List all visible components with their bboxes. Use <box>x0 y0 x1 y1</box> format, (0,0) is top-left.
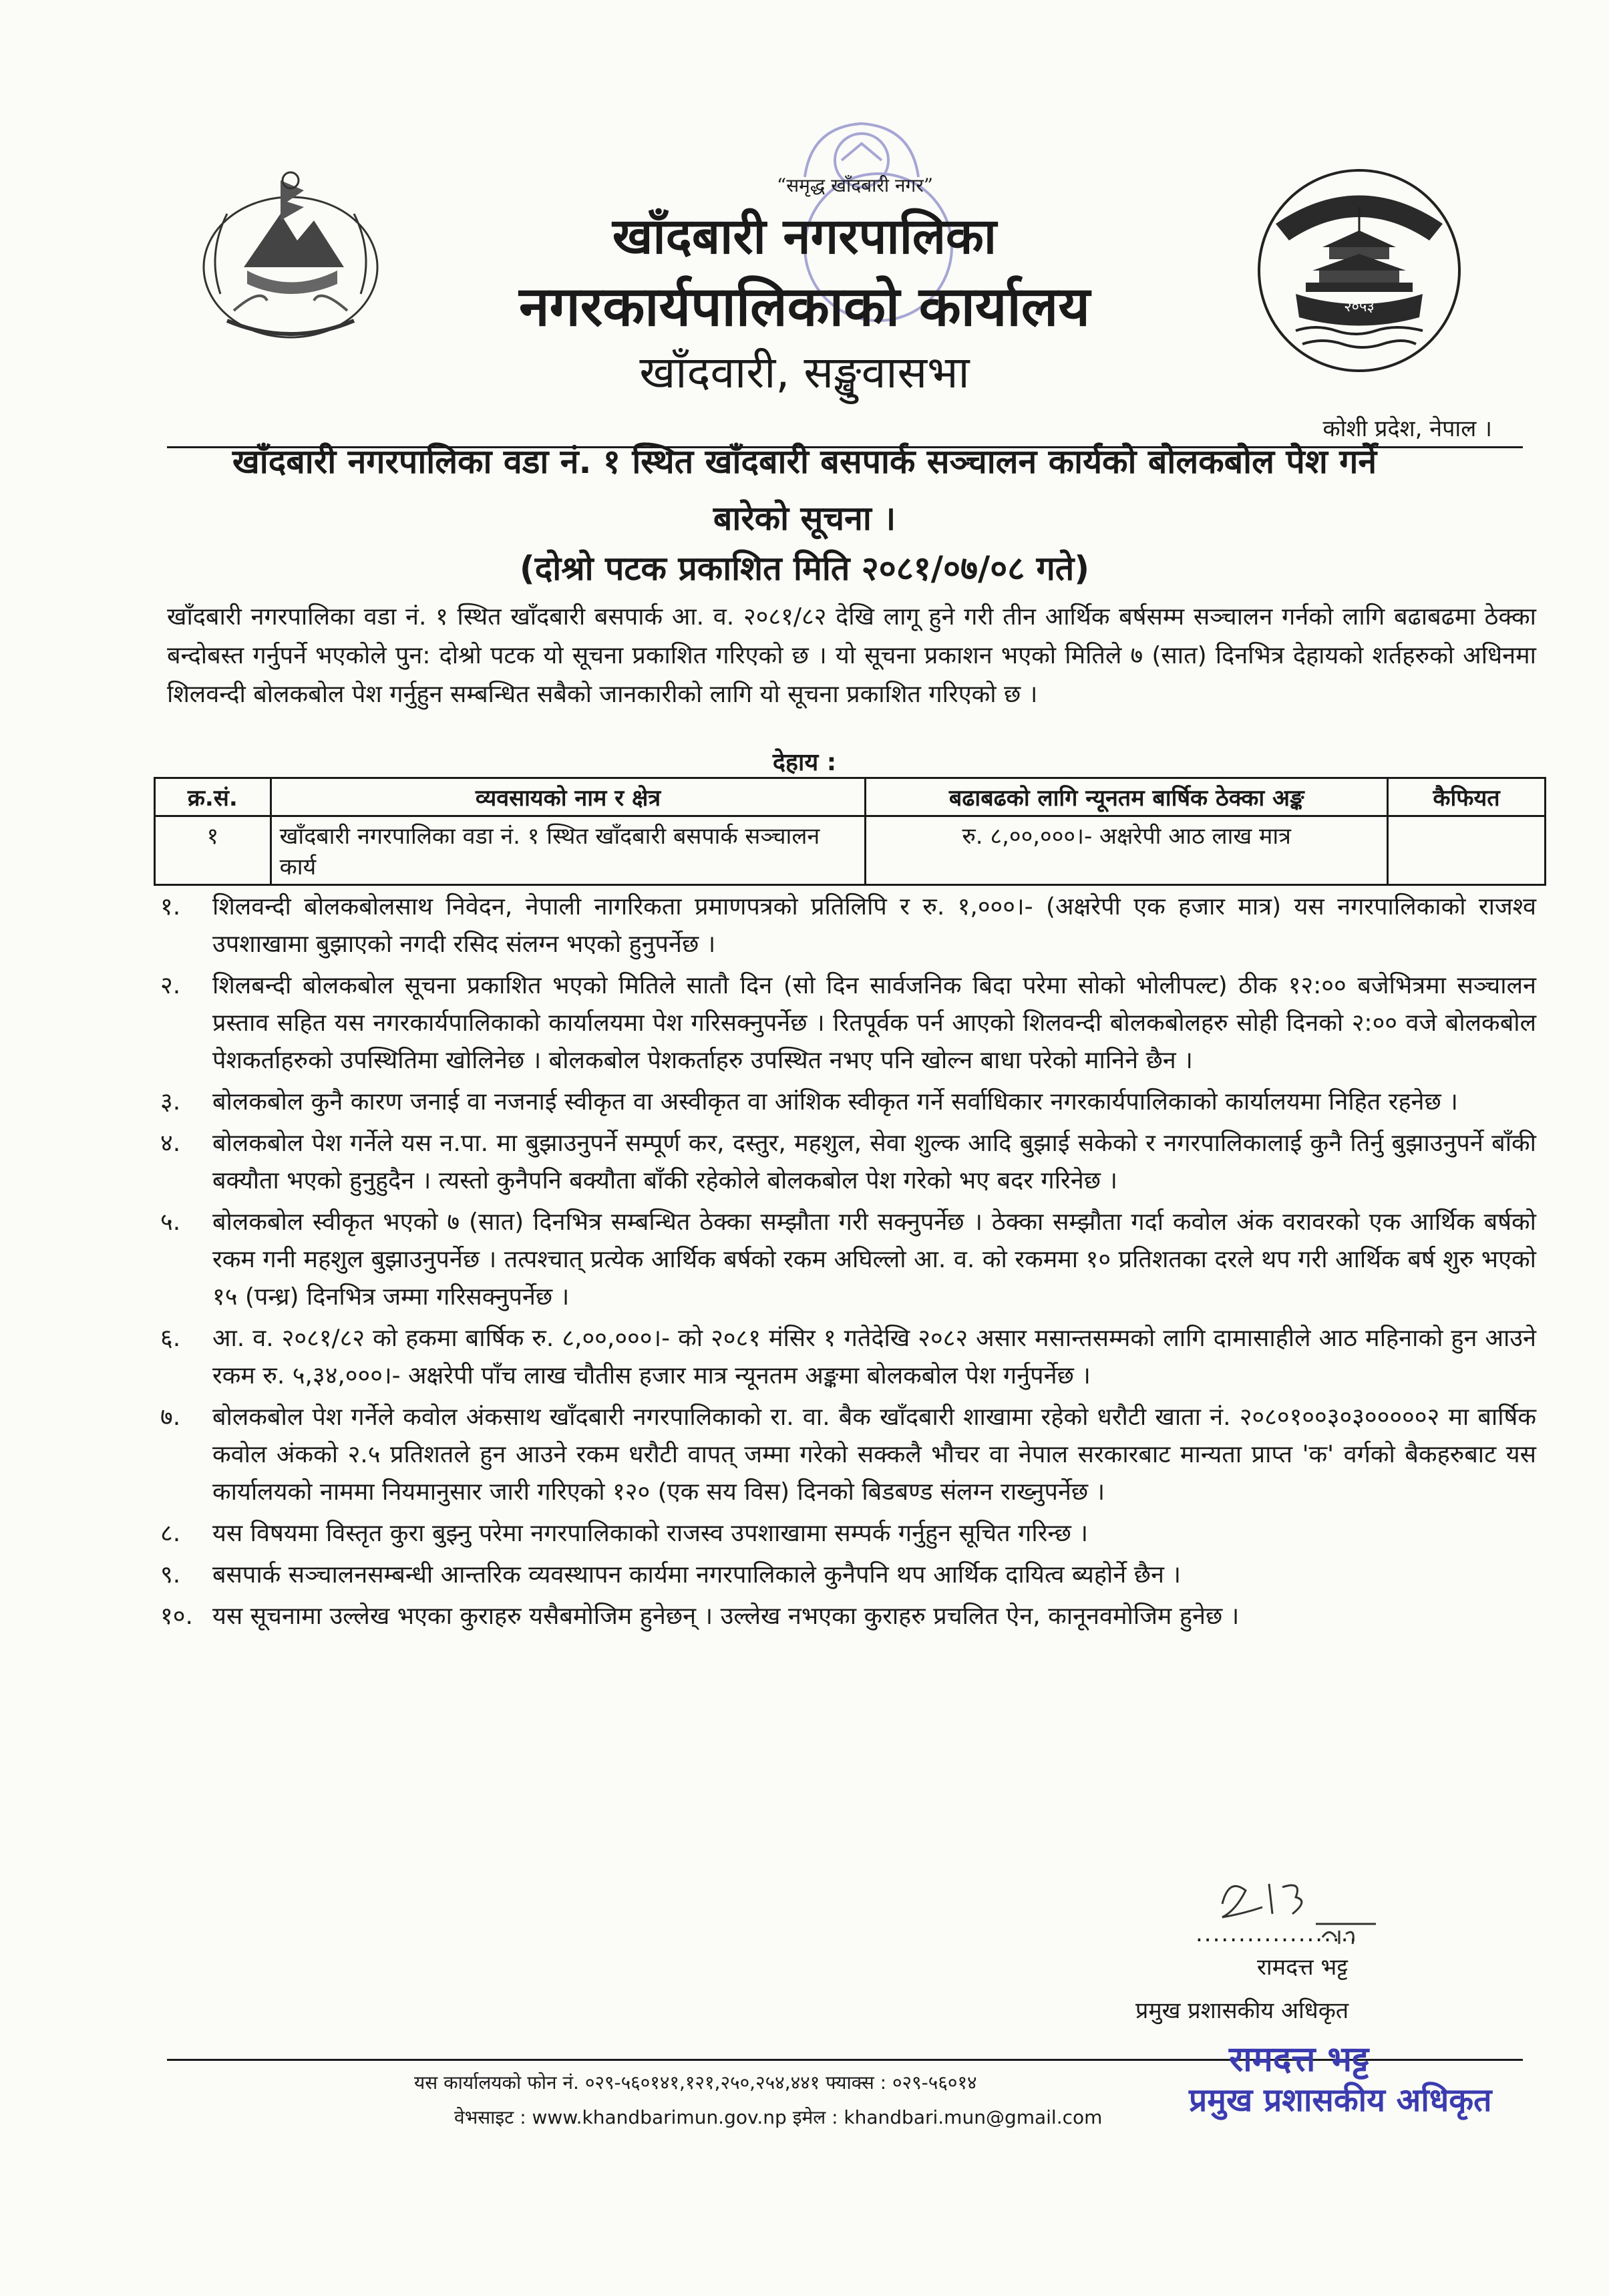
condition-number: १०. <box>160 1603 193 1630</box>
province-label: कोशी प्रदेश, नेपाल । <box>1322 416 1492 442</box>
condition-number: ३. <box>160 1088 181 1116</box>
list-item <box>160 888 1536 963</box>
table-row <box>155 816 1546 885</box>
table-header-remarks: कैफियत <box>1388 778 1546 816</box>
emblem-year: २०५३ <box>1344 299 1375 315</box>
signatory-name: रामदत्त भट्ट <box>1257 1954 1348 1981</box>
notice-title-line1: खाँदबारी नगरपालिका वडा नं. १ स्थित खाँदबारी बसपार्क सञ्चालन कार्यको बोलकबोल पेश गर्ने <box>232 442 1377 481</box>
list-item <box>160 1399 1536 1511</box>
bid-table <box>154 777 1546 886</box>
list-item <box>160 1084 1536 1121</box>
signature-mark-icon <box>1209 1864 1383 1964</box>
municipality-name: खाँदबारी नगरपालिका <box>612 208 997 265</box>
signatory-role: प्रमुख प्रशासकीय अधिकृत <box>1135 1997 1349 2024</box>
footer-contact: वेभसाइट : www.khandbarimun.gov.np इमेल : khandbari.mun@gmail.com <box>454 2106 1103 2128</box>
condition-text: बोलकबोल स्वीकृत भएको ७ (सात) दिनभित्र सम्बन्धित ठेक्का सम्झौता गरी सक्नुपर्नेछ । ठेक्का सम्झौता गर्दा कवोल अंक वरावरको एक आर्थिक बर्षको रकम गनी महशुल बुझाउनुपर्नेछ । तत्पश्चात् प्रत्येक आर्थिक बर्षको रकम अघिल्लो आ. व. को रकममा १० प्रतिशतका दरले थप गरी आर्थिक बर्ष शुरु भएको १५ (पन्ध्र) दिनभित्र जम्मा गरिसक्नुपर्नेछ । <box>212 1208 1536 1311</box>
table-header-business: व्यवसायको नाम र क्षेत्र <box>271 778 866 816</box>
office-name: नगरकार्यपालिकाको कार्यालय <box>519 275 1090 339</box>
condition-text: यस विषयमा विस्तृत कुरा बुझ्नु परेमा नगरपालिकाको राजस्व उपशाखामा सम्पर्क गर्नुहुन सूचित गरिन्छ । <box>212 1520 1088 1547</box>
conditions-list <box>160 888 1536 1639</box>
condition-text: शिलबन्दी बोलकबोल सूचना प्रकाशित भएको मितिले सातौ दिन (सो दिन सार्वजनिक बिदा परेमा सोको भोलीपल्ट) ठीक १२:०० बजेभित्रमा सञ्चालन प्रस्ताव सहित यस नगरकार्यपालिकाको कार्यालयमा पेश गरिसक्नुपर्नेछ । रितपूर्वक पर्न आएको शिलवन्दी बोलकबोलहरु सोही दिनको २:०० वजे बोलकबोल पेशकर्ताहरुको उपस्थितिमा खोलिनेछ । बोलकबोल पेशकर्ताहरु उपस्थित नभए पनि खोल्न बाधा परेको मानिने छैन । <box>212 972 1536 1074</box>
office-location: खाँदवारी, सङ्खुवासभा <box>639 347 970 398</box>
official-stamp-role: प्रमुख प्रशासकीय अधिकृत <box>1189 2082 1492 2119</box>
condition-number: ७. <box>160 1404 181 1431</box>
list-item <box>160 1320 1536 1395</box>
table-header-row <box>155 778 1546 816</box>
condition-number: १. <box>160 893 181 921</box>
schedule-label: देहाय : <box>772 749 837 776</box>
table-cell-amount: रु. ८,००,०००।- अक्षरेपी आठ लाख मात्र <box>866 816 1388 885</box>
table-cell-sn: १ <box>155 816 271 885</box>
condition-text: बोलकबोल कुनै कारण जनाई वा नजनाई स्वीकृत वा अस्वीकृत वा आंशिक स्वीकृत गर्ने सर्वाधिकार नगरकार्यपालिकाको कार्यालयमा निहित रहनेछ । <box>212 1088 1458 1116</box>
condition-number: ५. <box>160 1208 181 1236</box>
municipality-motto: “समृद्ध खाँदबारी नगर” <box>776 174 934 196</box>
list-item <box>160 1204 1536 1316</box>
list-item <box>160 1515 1536 1552</box>
condition-text: बोलकबोल पेश गर्नेले यस न.पा. मा बुझाउनुपर्ने सम्पूर्ण कर, दस्तुर, महशुल, सेवा शुल्क आदि बुझाई सकेको र नगरपालिकालाई कुनै तिर्नु बुझाउनुपर्ने बाँकी बक्यौता भएको हुनुहुदैन । त्यस्तो कुनैपनि बक्यौता बाँकी रहेकोले बोलकबोल पेश गरेको भए बदर गरिनेछ । <box>212 1130 1536 1194</box>
table-header-sn: क्र.सं. <box>155 778 271 816</box>
condition-number: ६. <box>160 1325 181 1352</box>
table-cell-remarks <box>1388 816 1546 885</box>
list-item <box>160 1125 1536 1200</box>
condition-number: ४. <box>160 1130 181 1157</box>
notice-publication-date: (दोश्रो पटक प्रकाशित मिति २०८१/०७/०८ गते) <box>519 549 1090 588</box>
table-cell-business: खाँदबारी नगरपालिका वडा नं. १ स्थित खाँदबारी बसपार्क सञ्चालन कार्य <box>271 816 866 885</box>
footer-phone: यस कार्यालयको फोन नं. ०२९-५६०१४१,१२१,२५०,२५४,४४१ फ्याक्स : ०२९-५६०१४ <box>414 2072 977 2094</box>
condition-text: बसपार्क सञ्चालनसम्बन्धी आन्तरिक व्यवस्थापन कार्यमा नगरपालिकाले कुनैपनि थप आर्थिक दायित्व ब्यहोर्ने छैन । <box>212 1561 1182 1589</box>
notice-title-line2: बारेको सूचना । <box>713 499 896 538</box>
condition-number: ९. <box>160 1561 181 1589</box>
condition-text: शिलवन्दी बोलकबोलसाथ निवेदन, नेपाली नागरिकता प्रमाणपत्रको प्रतिलिपि र रु. १,०००।- (अक्षरेपी एक हजार मात्र) यस नगरपालिकाको राजश्व उपशाखामा बुझाएको नगदी रसिद संलग्न भएको हुनुपर्नेछ । <box>212 893 1536 958</box>
official-stamp-name: रामदत्त भट्ट <box>1229 2039 1369 2080</box>
intro-paragraph: खाँदबारी नगरपालिका वडा नं. १ स्थित खाँदबारी बसपार्क आ. व. २०८१/८२ देखि लागू हुने गरी तीन आर्थिक बर्षसम्म सञ्चालन गर्नको लागि बढाबढमा ठेक्का बन्दोबस्त गर्नुपर्ने भएकोले पुन: दोश्रो पटक यो सूचना प्रकाशित गरिएको छ । यो सूचना प्रकाशन भएको मितिले ७ (सात) दिनभित्र देहायको शर्तहरुको अधिनमा शिलवन्दी बोलकबोल पेश गर्नुहुन सम्बन्धित सबैको जानकारीको लागि यो सूचना प्रकाशित गरिएको छ । <box>167 603 1536 708</box>
list-item <box>160 1556 1536 1594</box>
list-item <box>160 1598 1536 1635</box>
condition-text: बोलकबोल पेश गर्नेले कवोल अंकसाथ खाँदबारी नगरपालिकाको रा. वा. बैक खाँदबारी शाखामा रहेको धरौटी खाता नं. २०८०१००३०३०००००२ मा बार्षिक कवोल अंकको २.५ प्रतिशतले हुन आउने रकम धरौटी वापत् जम्मा गरेको सक्कलै भौचर वा नेपाल सरकारबाट मान्यता प्राप्त 'क' वर्गको बैकहरुबाट यस कार्यालयको नाममा नियमानुसार जारी गरिएको १२० (एक सय विस) दिनको बिडबण्ड संलग्न राख्नुपर्नेछ । <box>212 1404 1536 1506</box>
condition-number: २. <box>160 972 181 999</box>
condition-text: आ. व. २०८१/८२ को हकमा बार्षिक रु. ८,००,०००।- को २०८१ मंसिर १ गतेदेखि २०८२ असार मसान्तसम्मको लागि दामासाहीले आठ महिनाको हुन आउने रकम रु. ५,३४,०००।- अक्षरेपी पाँच लाख चौतीस हजार मात्र न्यूनतम अङ्कमा बोलकबोल पेश गर्नुपर्नेछ । <box>212 1325 1536 1389</box>
condition-number: ८. <box>160 1520 181 1547</box>
condition-text: यस सूचनामा उल्लेख भएका कुराहरु यसैबमोजिम हुनेछन् । उल्लेख नभएका कुराहरु प्रचलित ऐन, कानूनवमोजिम हुनेछ । <box>212 1603 1240 1630</box>
signature-line: ................... <box>1196 1921 1359 1947</box>
list-item <box>160 967 1536 1080</box>
table-header-amount: बढाबढको लागि न्यूनतम बार्षिक ठेक्का अङ्क <box>866 778 1388 816</box>
